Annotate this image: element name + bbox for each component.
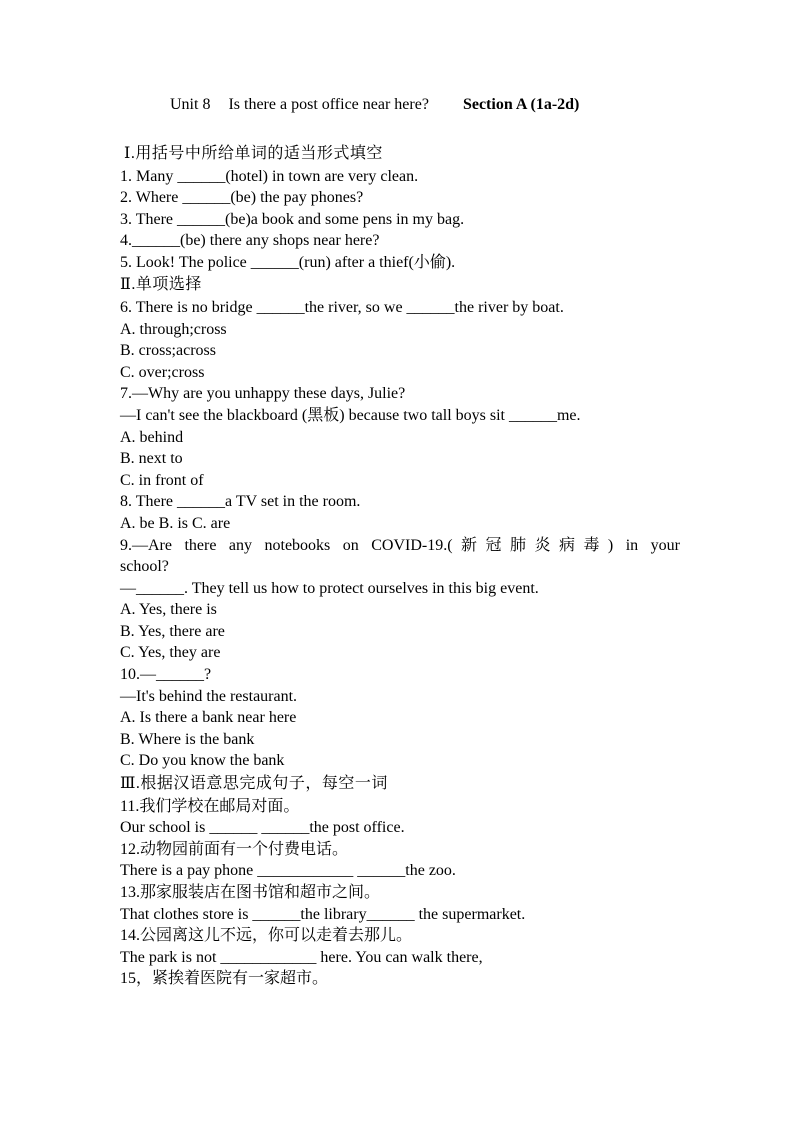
question-6: 6. There is no bridge ______the river, so we ______the river by boat. [120, 298, 564, 316]
question-1: 1. Many ______(hotel) in town are very clean. [120, 167, 419, 185]
section-2-heading: Ⅱ.单项选择 [120, 276, 202, 294]
question-8: 8. There ______a TV set in the room. [120, 493, 361, 511]
question-7-option-c: C. in front of [120, 471, 204, 489]
section-3-heading: Ⅲ.根据汉语意思完成句子，每空一词 [120, 775, 388, 793]
question-13: That clothes store is ______the library______ the supermarket. [120, 905, 526, 923]
question-10-option-c: C. Do you know the bank [120, 752, 285, 770]
title-topic: Is there a post office near here? [228, 96, 429, 113]
question-12: There is a pay phone ____________ ______the zoo. [120, 862, 456, 880]
section-1-heading: Ⅰ.用括号中所给单词的适当形式填空 [124, 145, 383, 162]
question-14-chinese: 14.公园离这儿不远，你可以走着去那儿。 [120, 927, 413, 945]
question-11-chinese: 11.我们学校在邮局对面。 [120, 797, 300, 815]
question-9-dialogue: —______. They tell us how to protect ourselves in this big event. [120, 579, 539, 597]
question-2: 2. Where ______(be) the pay phones? [120, 189, 364, 207]
question-6-option-c: C. over;cross [120, 363, 205, 381]
question-4: 4.______(be) there any shops near here? [120, 232, 380, 250]
question-6-option-a: A. through;cross [120, 320, 227, 338]
question-14: The park is not ____________ here. You can walk there, [120, 948, 483, 966]
page-title [170, 96, 579, 114]
question-13-chinese: 13.那家服装店在图书馆和超市之间。 [120, 883, 381, 901]
question-5: 5. Look! The police ______(run) after a thief(小偷). [120, 253, 456, 271]
question-11: Our school is ______ ______the post office. [120, 819, 405, 837]
title-section: Section A (1a-2d) [462, 96, 580, 113]
question-7-option-b: B. next to [120, 450, 183, 468]
question-9-option-c: C. Yes, they are [120, 644, 221, 662]
title-unit: Unit 8 [170, 96, 211, 113]
question-7-dialogue: —I can't see the blackboard (黑板) because two tall boys sit ______me. [120, 406, 581, 424]
question-10-dialogue: —It's behind the restaurant. [120, 687, 298, 705]
question-12-chinese: 12.动物园前面有一个付费电话。 [120, 840, 349, 858]
question-7-option-a: A. behind [120, 428, 184, 446]
question-9: 9.—Are there any notebooks on COVID-19.(新冠肺炎病毒) in your [120, 536, 680, 554]
question-7: 7.—Why are you unhappy these days, Julie? [120, 385, 406, 403]
question-9-option-a: A. Yes, there is [120, 601, 217, 619]
question-10-option-b: B. Where is the bank [120, 730, 255, 748]
question-9-option-b: B. Yes, there are [120, 622, 225, 640]
question-8-options: A. be B. is C. are [120, 514, 231, 532]
worksheet-content [120, 142, 680, 990]
question-3: 3. There ______(be)a book and some pens in my bag. [120, 210, 465, 228]
question-10-option-a: A. Is there a bank near here [120, 709, 297, 727]
question-15-chinese: 15，紧挨着医院有一家超市。 [120, 970, 329, 988]
question-10: 10.—______? [120, 666, 212, 684]
question-9-continued: school? [120, 558, 169, 576]
question-6-option-b: B. cross;across [120, 342, 216, 360]
